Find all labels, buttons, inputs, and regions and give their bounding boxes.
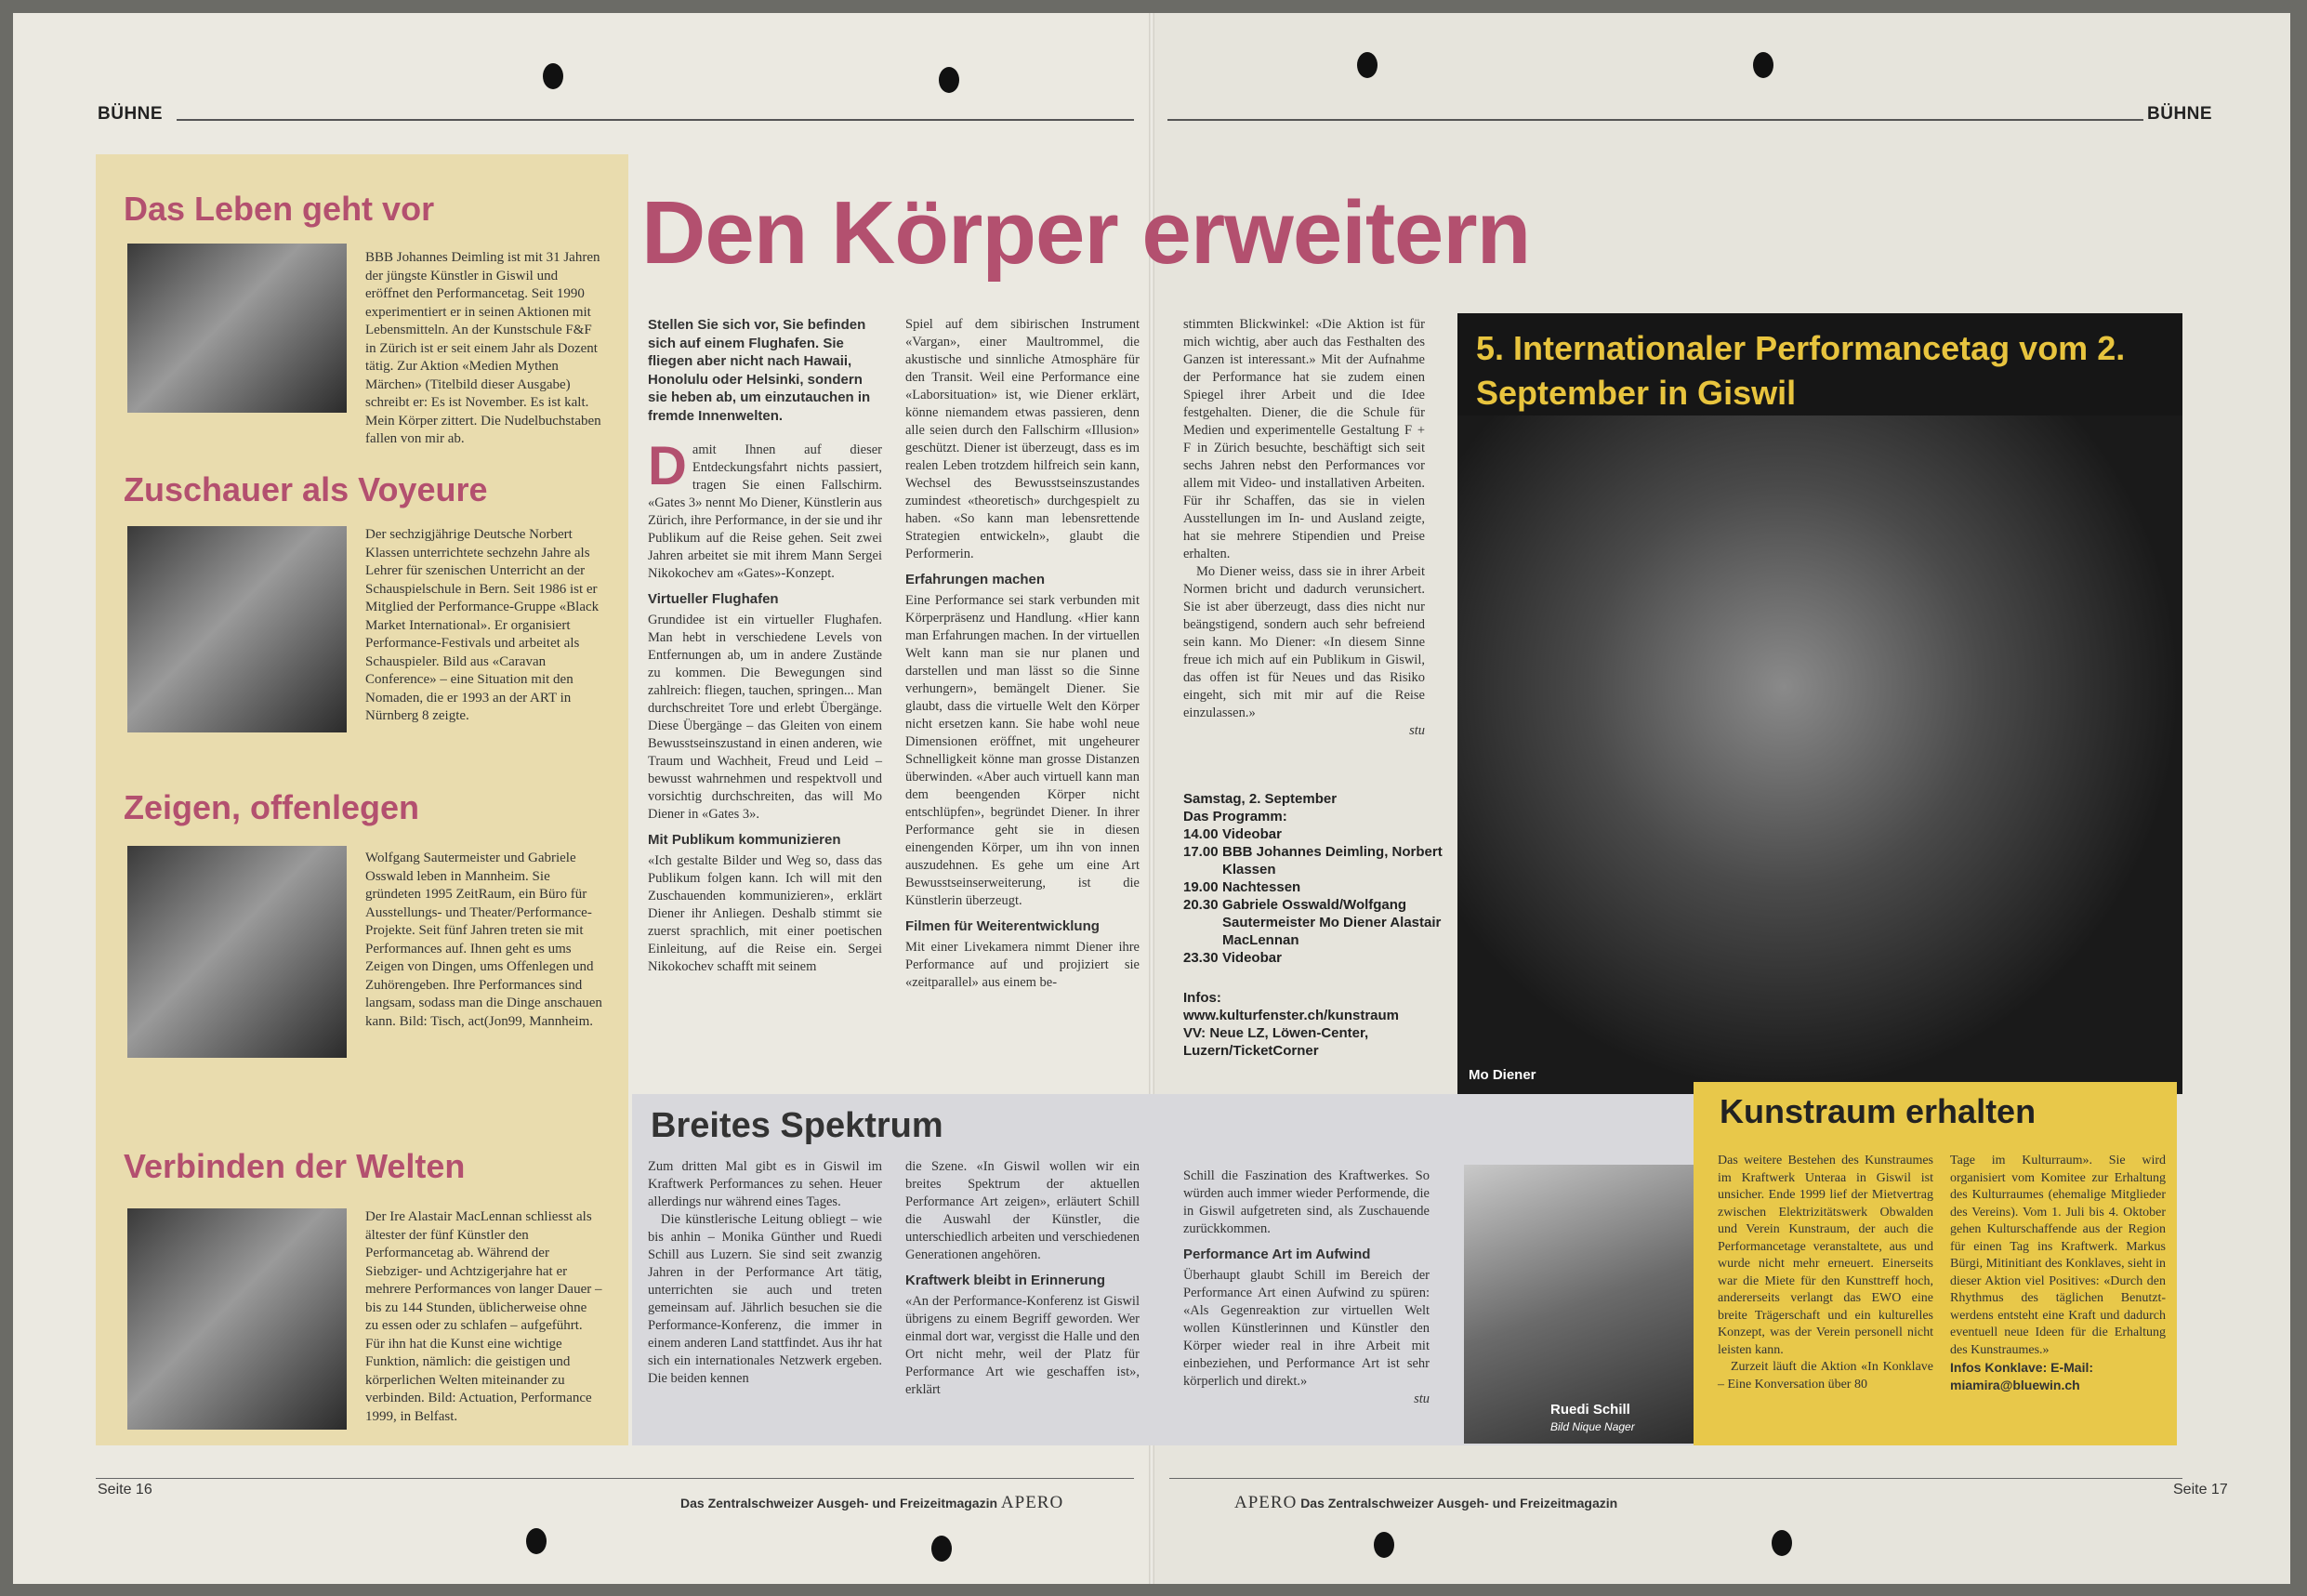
article-paragraph: Zum dritten Mal gibt es in Giswil im Kraftwerk Performances zu sehen. Heuer allerdings nur während eines Tages. — [648, 1159, 882, 1209]
article-paragraph: Tage im Kulturraum». Sie wird organisiert vom Komitee zur Erhaltung des Kulturraumes (ehemalige Mitglieder des Vereins). Vom 1. Juli bis 4. Oktober gehen Kulturschaffende aus der Region für einen Tag ins Kraftwerk. Markus Bürgi, Mitinitiant des Konklaves, sieht in dieser Aktion viel Positives: «Durch den Rhythmus des täglichen Benutzt-werdens entsteht eine Kraft und dadurch eventuell neue Ideen für die Erhaltung des Kunstraumes.» — [1950, 1154, 2166, 1357]
sidebar-item-title: Das Leben geht vor — [124, 190, 435, 228]
masthead-brand: APERO — [1234, 1493, 1298, 1512]
article-paragraph: Mit einer Livekamera nimmt Diener ihre Performance auf und projiziert sie «zeitparallel» aus einem be- — [905, 940, 1140, 990]
program-time: 23.30 — [1183, 950, 1219, 966]
program-row — [1183, 896, 1444, 949]
top-rule-left — [177, 119, 1134, 121]
photo-credit: Bild Nique Nager — [1550, 1420, 1635, 1433]
footer-rule-right — [1169, 1478, 2182, 1479]
artist-sidebar — [96, 154, 628, 1445]
program-infos-label: Infos: — [1183, 990, 1221, 1006]
article-subheading: Filmen für Weiterentwicklung — [905, 918, 1100, 934]
article-paragraph: Überhaupt glaubt Schill im Bereich der Performance Art einen Aufwind zu spüren: «Als Gegenreaktion zur virtuellen Welt wollen Künstlerinnen und Künstler den Körper wieder real in ihre Arbeit mit einbeziehen, und Performance Art ist sehr körperlich und direkt.» — [1183, 1268, 1430, 1389]
article-lead: Stellen Sie sich vor, Sie befinden sich auf einem Flughafen. Sie fliegen aber nicht nach Hawaii, Honolulu oder Helsinki, sondern sie heben ab, um einzutauchen in fremde Innenwelten. — [648, 317, 871, 424]
program-time: 17.00 — [1183, 844, 1219, 860]
punch-hole — [1753, 52, 1773, 78]
article-paragraph: Die künstlerische Leitung obliegt – wie bis anhin – Monika Günther und Ruedi Schill aus Luzern. Sie sind seit zwanzig Jahren in der Performance Art tätig, unterrichten sie auch und treten gemeinsam auf. Jährlich besuchen sie die Performance-Konferenz, die immer in einem anderen Land stattfindet. Aus ihr hat sich ein internationales Netzwerk ergeben. Die beiden kennen — [648, 1212, 882, 1386]
kunstraum-infos[interactable]: Infos Konklave: E-Mail: miamira@bluewin.ch — [1950, 1360, 2094, 1392]
punch-hole — [939, 67, 959, 93]
spectrum-column-2 — [905, 1158, 1140, 1399]
article-paragraph: «An der Performance-Konferenz ist Giswil übrigens zu einem Begriff geworden. Wer einmal dort war, vergisst die Halle und den Ort nicht mehr, weil der Platz für Performance Art wie geschaffen ist», erklärt — [905, 1294, 1140, 1397]
program-entry: Gabriele Osswald/Wolfgang Sautermeister Mo Diener Alastair MacLennan — [1222, 897, 1442, 948]
article-paragraph: Eine Performance sei stark verbunden mit Körperpräsenz und Handlung. «Hier kann man Erfahrungen machen. In der virtuellen Welt kann man sie nur planen und darstellen und man lässt so die Sinne verhungern», bemängelt Diener. Sie glaubt, dass die virtuelle Welt den Körper nicht ersetzen kann. Sie habe wohl neue Dimensionen eröffnet, mit ungeheurer Schnelligkeit könne man grosse Distanzen überwinden. «Aber auch virtuell kann man dem beengenden Körper nicht entschlüpfen», begründet Diener. In ihrer Performance geht sie in diesen einengenden Körper, um ihn von innen auszudehnen. Es gehe um eine Art Bewusstseinserweiterung, ist die Künstlerin überzeugt. — [905, 593, 1140, 908]
article-subheading: Kraftwerk bleibt in Erinnerung — [905, 1273, 1106, 1288]
punch-hole — [1374, 1532, 1394, 1558]
feature-photo-caption: Mo Diener — [1469, 1067, 1536, 1083]
program-entry: Videobar — [1222, 950, 1282, 966]
spectrum-title: Breites Spektrum — [651, 1106, 943, 1145]
program-entry: Nachtessen — [1222, 879, 1301, 895]
artist-photo — [127, 244, 347, 413]
program-date: Samstag, 2. September — [1183, 791, 1338, 807]
kunstraum-title: Kunstraum erhalten — [1720, 1092, 2037, 1130]
program-entry: Videobar — [1222, 826, 1282, 842]
program-row — [1183, 825, 1444, 843]
masthead-brand: APERO — [1000, 1493, 1064, 1512]
article-subheading: Virtueller Flughafen — [648, 591, 779, 607]
sidebar-item-text: Der Ire Alastair MacLennan schliesst als ältester der fünf Künstler den Performancetag ab. Während der Siebziger- und Achtzigerjahre hat er mehrere Performances von langer Dauer – bis zu 144 Stunden, üblicherweise ohne zu essen oder zu schlafen – aufgeführt. Für ihn hat die Kunst eine wichtige Funktion, nämlich: die geistigen und körperlichen Welten miteinander zu verbinden. Bild: Actuation, Performance 1999, in Belfast. — [365, 1209, 602, 1424]
article-paragraph: stimmten Blickwinkel: «Die Aktion ist für mich wichtig, aber auch das Festhalten des Ganzen ist interessant.» Mit der Aufnahme der Performance hat sie zudem einen Spiegel ihrer Arbeit und die Idee festgehalten. Diener, die die Schule für Medien und experimentelle Gestaltung F + F in Zürich besuchte, beschäftigt sich seit sechs Jahren nebst den Performances vor allem mit Video- und installativen Arbeiten. Für ihr Schaffen, das sie in vielen Ausstellungen im In- und Ausland zeigte, hat sie mehrere Stipendien und Preise erhalten. — [1183, 317, 1425, 561]
spectrum-column-3 — [1183, 1167, 1430, 1408]
kunstraum-column-2 — [1950, 1153, 2166, 1393]
punch-hole — [543, 63, 563, 89]
author-signature: stu — [1414, 1392, 1430, 1406]
artist-photo — [127, 846, 347, 1058]
sidebar-item-title: Zuschauer als Voyeure — [124, 470, 488, 508]
article-subheading: Performance Art im Aufwind — [1183, 1246, 1371, 1262]
article-subheading: Erfahrungen machen — [905, 572, 1046, 587]
punch-hole — [526, 1528, 547, 1554]
artist-photo — [127, 526, 347, 732]
author-signature: stu — [1409, 723, 1425, 738]
program-heading: Das Programm: — [1183, 809, 1287, 824]
masthead-tagline: Das Zentralschweizer Ausgeh- und Freizeitmagazin — [1300, 1496, 1618, 1510]
program-row — [1183, 949, 1444, 967]
punch-hole — [931, 1536, 952, 1562]
article-paragraph: Zurzeit läuft die Aktion «In Konklave – Eine Konversation über 80 — [1718, 1360, 1933, 1392]
article-paragraph: Mo Diener weiss, dass sie in ihrer Arbeit Normen bricht und dadurch verunsichert. Sie ist aber überzeugt, dass dies nicht nur beängstigend, sondern auch sehr befreiend sein kann. Mo Diener: «In diesem Sinne freue ich mich auf ein Publikum in Giswil, das offen ist für Neues und das Risiko eingeht, sich mit mir auf die Reise einzulassen.» — [1183, 564, 1425, 720]
feature-photo-box — [1457, 313, 2182, 1094]
article-paragraph: Spiel auf dem sibirischen Instrument «Vargan», einer Maultrommel, die akustische und sinnliche Atmosphäre für den Transit. Weil eine Performance eine «Laborsituation» ist, wie Diener erklärt, könne niemandem etwas passieren, denn alle seien durch den Fallschirm «Illusion» geschützt. Diener ist überzeugt, dass es im realen Leben trotzdem hilfreich sein kann, Wechsel des Bewusstseinszustandes zumindest «theoretisch» durchgespielt zu haben. «So kann man lebensrettende Strategien entwickeln», glaubt die Performerin. — [905, 317, 1140, 561]
masthead-tagline: Das Zentralschweizer Ausgeh- und Freizeitmagazin — [680, 1496, 998, 1510]
article-paragraph: amit Ihnen auf dieser Entdeckungsfahrt nichts passiert, tragen Sie einen Fallschirm. «Gates 3» nennt Mo Diener, Künstlerin aus Zürich, ihre Performance, in der sie und ihr Publikum auf die Reise gehen. Seit zwei Jahren arbeitet sie mit ihrem Mann Sergei Nikokochev am «Gates»-Konzept. — [648, 442, 882, 581]
event-program — [1183, 790, 1444, 1060]
article-subheading: Mit Publikum kommunizieren — [648, 832, 841, 848]
program-presale: VV: Neue LZ, Löwen-Center, Luzern/TicketCorner — [1183, 1025, 1369, 1059]
article-paragraph: «Ich gestalte Bilder und Weg so, dass das Publikum folgen kann. Ich will mit den Zuschauenden kommunizieren», erklärt Diener ihr Anliegen. Deshalb stimmt sie zuerst sprachlich, mit einer poetischen Einleitung, auf die Reise ein. Sergei Nikokochev schafft mit seinem — [648, 853, 882, 974]
article-column-2 — [905, 316, 1140, 992]
photo-caption: Ruedi Schill — [1550, 1402, 1630, 1418]
article-paragraph: Grundidee ist ein virtueller Flughafen. Man hebt in verschiedene Levels von Entfernungen ab, um in andere Zustände zu kommen. Die Bewegungen sind zahlreich: fliegen, tauchen, springen... Man durchschreitet Tore und erlebt Übergänge. Diese Übergänge – das Gleiten von einem Bewusstseinszustand in einen anderen, wie Traum und Wachheit, Freud und Leid – bewusst wahrnehmen und respektvoll und vorsichtig durchschreiten, das will Mo Diener in «Gates 3». — [648, 613, 882, 822]
sidebar-item-title: Zeigen, offenlegen — [124, 788, 420, 826]
sidebar-item-text: Der sechzigjährige Deutsche Norbert Klassen unterrichtete sechzehn Jahre als Lehrer für szenischen Unterricht an der Schauspielschule in Bern. Seit 1986 ist er Mitglied der Performance-Gruppe «Black Market International». Er organisiert Performance-Festivals und arbeitet als Schauspieler. Bild aus «Caravan Conference» – eine Situation mit den Nomaden, die er 1993 an der ART in Nürnberg 8 zeigte. — [365, 527, 600, 723]
program-time: 20.30 — [1183, 897, 1219, 913]
sidebar-item-text: BBB Johannes Deimling ist mit 31 Jahren der jüngste Künstler in Giswil und eröffnet den Performancetag. Seit 1990 experimentiert er in seinen Aktionen mit Lebensmitteln. An der Kunstschule F&F in Zürich ist er seit einem Jahr als Dozent tätig. Zur Aktion «Medien Mythen Märchen» (Titelbild dieser Ausgabe) schreibt er: Es ist November. Es ist kalt. Mein Körper zittert. Die Nudelbuchstaben fallen von mir ab. — [365, 250, 601, 446]
masthead-left — [680, 1493, 1063, 1513]
page-number-right: Seite 17 — [2173, 1482, 2228, 1497]
feature-photo — [1457, 415, 2182, 1094]
program-entry: BBB Johannes Deimling, Norbert Klassen — [1222, 844, 1443, 877]
section-tag-left: BÜHNE — [98, 104, 164, 124]
article-paragraph: die Szene. «In Giswil wollen wir ein breites Spektrum der aktuellen Performance Art zeigen», erläutert Schill die Auswahl der Künstler, die unterschiedlich arbeiten und verschiedenen Generationen angehören. — [905, 1159, 1140, 1262]
sidebar-item-title: Verbinden der Welten — [124, 1147, 466, 1185]
masthead-right — [1234, 1493, 1617, 1513]
drop-cap: D — [648, 436, 687, 496]
program-row — [1183, 843, 1444, 878]
kunstraum-column-1 — [1718, 1153, 1933, 1393]
sidebar-item-text: Wolfgang Sautermeister und Gabriele Osswald leben in Mannheim. Sie gründeten 1995 ZeitRaum, ein Büro für Ausstellungs- und Theater/Performance-Projekte. Seit fünf Jahren treten sie mit Performances auf. Ihnen geht es ums Zeigen von Dingen, ums Offenlegen und Zuhörengeben. Ihre Performances sind langsam, sodass man die Dinge anschauen kann. Bild: Tisch, act(Jon99, Mannheim. — [365, 851, 602, 1029]
article-paragraph: Schill die Faszination des Kraftwerkes. So würden auch immer wieder Performende, die in Giswil aufgetreten sind, als Zuschauende zurückkommen. — [1183, 1168, 1430, 1236]
article-column-3 — [1183, 316, 1425, 740]
article-paragraph: Das weitere Bestehen des Kunstraumes im Kraftwerk Unteraa in Giswil ist unsicher. Ende 1999 lief der Mietvertrag zwischen Elektrizitätswerk Obwalden und Verein Kunstraum, der auch die Performancetage veranstaltete, aus und wurde nicht mehr erneuert. Einerseits war die Miete für den Kunsttreff hoch, andererseits verlangt das EWO eine breite Trägerschaft und ein kulturelles Konzept, was der Verein personell nicht leisten kann. — [1718, 1154, 1933, 1357]
punch-hole — [1357, 52, 1378, 78]
page-number-left: Seite 16 — [98, 1482, 152, 1497]
program-time: 19.00 — [1183, 879, 1219, 895]
program-infos-url[interactable]: www.kulturfenster.ch/kunstraum — [1183, 1008, 1399, 1023]
punch-hole — [1772, 1530, 1792, 1556]
spectrum-column-1 — [648, 1158, 882, 1388]
section-tag-right: BÜHNE — [2147, 104, 2213, 124]
artist-photo — [127, 1208, 347, 1430]
program-time: 14.00 — [1183, 826, 1219, 842]
top-rule-right — [1167, 119, 2143, 121]
footer-rule-left — [96, 1478, 1134, 1479]
main-headline: Den Körper erweitern — [641, 183, 1531, 283]
feature-title: 5. Internationaler Performancetag vom 2. September in Giswil — [1476, 329, 2126, 412]
program-row — [1183, 878, 1444, 896]
